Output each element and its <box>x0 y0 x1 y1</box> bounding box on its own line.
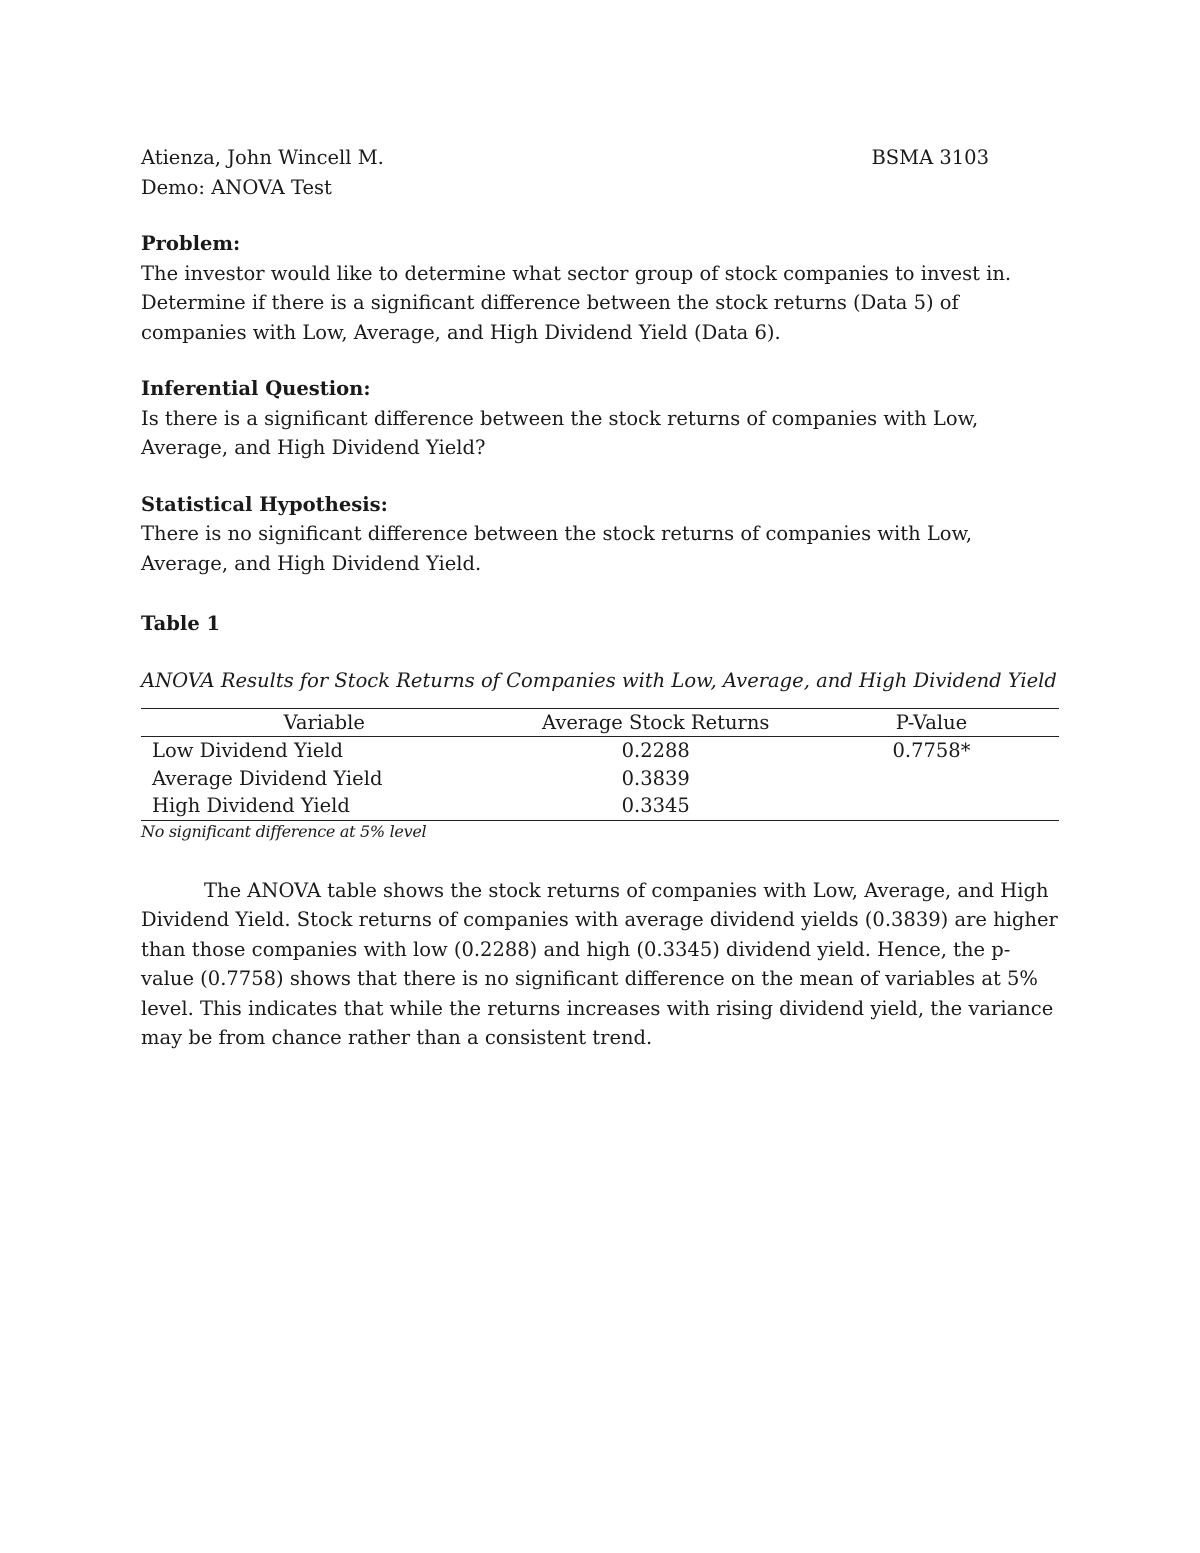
variable-cell: Average Dividend Yield <box>152 766 383 790</box>
statistical-hypothesis-text: There is no significant difference between the stock returns of companies with Low, Average, and High Dividend Yield. <box>141 522 973 575</box>
p-value-cell <box>804 792 1059 820</box>
problem-heading: Problem: <box>141 232 241 255</box>
document-subtitle: Demo: ANOVA Test <box>141 175 332 199</box>
variable-cell: Low Dividend Yield <box>152 739 343 762</box>
document-page <box>141 143 1059 1053</box>
inferential-question-heading: Inferential Question: <box>141 377 371 400</box>
p-value-cell: 0.7758* <box>892 739 971 762</box>
table-header-row <box>141 709 1059 737</box>
average-returns-cell: 0.3345 <box>508 792 804 820</box>
problem-text: The investor would like to determine what sector group of stock companies to invest in. Determine if there is a significant difference between the stock returns (Data 5) of companies with Low, Average, and High Dividend Yield (Data 6). <box>141 261 1012 344</box>
inferential-question-text: Is there is a significant difference between the stock returns of companies with Low, Average, and High Dividend Yield? <box>141 406 979 459</box>
table-label: Table 1 <box>141 612 221 635</box>
variable-cell: High Dividend Yield <box>141 792 508 820</box>
column-header-p-value: P-Value <box>804 709 1059 737</box>
interpretation-paragraph: The ANOVA table shows the stock returns of companies with Low, Average, and High Dividend Yield. Stock returns of companies with average dividend yields (0.3839) are higher than those companies with low (0.2288) and high (0.3345) dividend yield. Hence, the p-value (0.7758) shows that there is no significant difference on the mean of variables at 5% level. This indicates that while the returns increases with rising dividend yield, the variance may be from chance rather than a consistent trend. <box>141 878 1058 1049</box>
average-returns-cell: 0.2288 <box>621 739 690 762</box>
average-returns-cell: 0.3839 <box>621 766 690 790</box>
table-row <box>141 792 1059 820</box>
statistical-hypothesis-heading: Statistical Hypothesis: <box>141 492 388 516</box>
course-code: BSMA 3103 <box>871 146 989 169</box>
table-caption: ANOVA Results for Stock Returns of Companies with Low, Average, and High Dividend Yield <box>141 668 1057 692</box>
author-name: Atienza, John Wincell M. <box>141 146 384 169</box>
column-header-average-returns: Average Stock Returns <box>508 709 804 737</box>
table-row <box>141 737 1059 765</box>
header-row <box>141 143 989 173</box>
table-row <box>141 765 1059 793</box>
table-note: No significant difference at 5% level <box>141 821 427 841</box>
p-value-cell <box>804 765 1059 793</box>
anova-table <box>141 708 1059 821</box>
column-header-variable: Variable <box>141 709 508 737</box>
